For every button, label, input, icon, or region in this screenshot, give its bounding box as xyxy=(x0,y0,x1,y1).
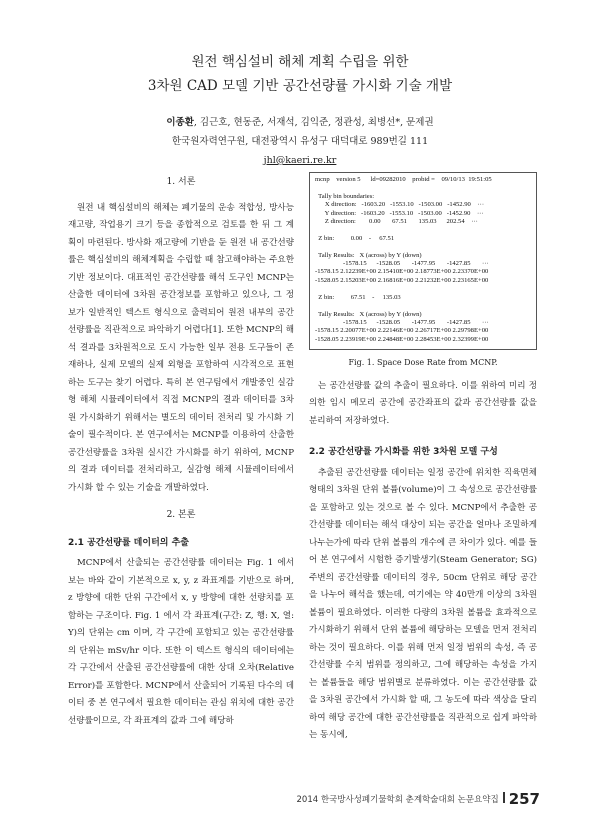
listing-line xyxy=(315,243,531,251)
listing-line xyxy=(315,285,531,293)
right-top-paragraph: 는 공간선량률 값의 추출이 필요하다. 이를 위하여 미리 정의한 임시 메모리 공간에 공간좌표의 값과 공간선량률 값을 분리하여 저장하였다. xyxy=(309,380,537,426)
email: jhl@kaeri.re.kr xyxy=(263,155,337,166)
page-footer xyxy=(297,790,540,808)
listing-line: Tally bin boundaries: xyxy=(315,192,375,200)
listing-line: -1578.15 2.12239E+00 2.15410E+00 2.18773E+00 2.23370E+00 xyxy=(315,268,489,276)
listing-line: -1578.15 2.20077E+00 2.22146E+00 2.26717E+00 2.29798E+00 xyxy=(315,327,489,335)
listing-line: -1578.15 -1528.05 -1477.95 -1427.85 ··· xyxy=(315,318,489,326)
intro-heading: 1. 서론 xyxy=(166,177,196,187)
footer-divider xyxy=(503,792,505,803)
author-block xyxy=(0,113,600,170)
listing-line: -1528.05 2.15203E+00 2.16816E+00 2.21232E+00 2.23165E+00 xyxy=(315,276,489,284)
mcnp-output-listing xyxy=(315,176,531,344)
listing-line: Tally Results: X (across) by Y (down) xyxy=(315,251,422,259)
paper-title xyxy=(0,50,600,98)
title-line-2: 3차원 CAD 모델 기반 공간선량률 가시화 기술 개발 xyxy=(147,78,453,94)
listing-line: Z direction: 0.00 67.51 135.03 202.54 ··· xyxy=(315,218,478,226)
listing-line xyxy=(315,302,531,310)
subsection-2-2-paragraph: 추출된 공간선량률 데이터는 일정 공간에 위치한 직육면체 형태의 3차원 단위 볼륨(volume)이 그 속성으로 공간선량률을 포함하고 있는 것으로 볼 수 있다. MCNP에서 추출한 공간선량률 데이터는 해석 대상이 되는 공간을 얼마나 조밀하게 나누는가에 따라 단위 볼륨의 개수에 큰 차이가 있다. 예를 들어 본 연구에서 시험한 증기발생기(Steam Generator; SG) 주변의 공간선량률 데이터의 경우, 50cm 단위로 해당 공간을 나누어 해석을 했는데, 여기에는 약 40만개 이상의 3차원 볼륨이 필요하였다. 이러한 다량의 3차원 볼륨을 효과적으로 가시화하기 위해서 단위 볼륨에 해당하는 모델을 먼저 전처리하는 것이 필요하다. 이를 위해 먼저 일정 범위의 속성, 즉 공간선량률 수치 범위를 정의하고, 그에 해당하는 속성을 가지는 볼륨들을 해당 범위별로 분류하였다. 이는 공간선량률 값을 3차원 공간에서 가시화 할 때, 그 농도에 따라 색상을 달리하여 해당 공간에 대한 공간선량률을 직관적으로 쉽게 파악하는 동시에, xyxy=(309,467,537,740)
title-line-1: 원전 핵심설비 해체 계획 수립을 위한 xyxy=(191,54,409,70)
figure-1-box xyxy=(309,172,537,350)
figure-1-caption: Fig. 1. Space Dose Rate from MCNP. xyxy=(348,358,498,367)
listing-line xyxy=(315,184,531,192)
affiliation: 한국원자력연구원, 대전광역시 유성구 대덕대로 989번길 111 xyxy=(171,136,429,147)
subsection-2-1-paragraph: MCNP에서 산출되는 공간선량률 데이터는 Fig. 1 에서 보는 바와 같이 기본적으로 x, y, z 좌표계를 기반으로 하며, z 방향에 대한 단위 구간에서 x, y 방향에 대한 선량치를 포함하는 구조이다. Fig. 1 에서 각 좌표계(구간: Z, 행: X, 열: Y)의 단위는 cm 이며, 각 구간에 포함되고 있는 공간선량률의 단위는 mSv/hr 이다. 또한 이 텍스트 형식의 데이터에는 각 구간에서 산출된 공간선량률에 대한 상대 오차(Relative Error)를 포함한다. MCNP에서 산출되어 기록된 다수의 데이터 중 본 연구에서 필요한 데이터는 관심 위치에 대한 공간선량률이므로, 각 좌표계의 값과 그에 해당하 xyxy=(68,558,294,726)
listing-line: mcnp version 5 ld=09282010 probid = 09/10/13 19:51:05 xyxy=(315,176,492,183)
listing-line xyxy=(315,226,531,234)
listing-line: Z bin: 0.00 - 67.51 xyxy=(315,234,395,242)
listing-line: Z bin: 67.51 - 135.03 xyxy=(315,293,401,301)
subsection-2-1-heading: 2.1 공간선량률 데이터의 추출 xyxy=(68,537,189,548)
body-heading: 2. 본론 xyxy=(166,510,196,520)
co-authors: , 김근호, 현동준, 서재석, 김익준, 정관성, 최병선*, 문제권 xyxy=(193,117,434,128)
listing-line: -1578.15 -1528.05 -1477.95 -1427.85 ··· xyxy=(315,260,489,268)
listing-line: -1528.05 2.23919E+00 2.24848E+00 2.28453E+00 2.32399E+00 xyxy=(315,335,489,343)
footer-text: 2014 한국방사성폐기물학회 춘계학술대회 논문요약집 xyxy=(296,795,499,805)
subsection-2-2-heading: 2.2 공간선량률 가시화를 위한 3차원 모델 구성 xyxy=(309,447,498,457)
right-column xyxy=(309,172,537,745)
left-column xyxy=(68,172,294,730)
listing-line: Y direction: -1603.20 -1553.10 -1503.00 -1452.90 ··· xyxy=(315,209,484,217)
lead-author: 이종환 xyxy=(166,117,194,128)
listing-line: X direction: -1603.20 -1553.10 -1503.00 -1452.90 ··· xyxy=(315,201,485,209)
listing-line: Tally Results: X (across) by Y (down) xyxy=(315,310,422,318)
page-number: 257 xyxy=(508,790,540,808)
author-list xyxy=(0,113,600,132)
intro-paragraph: 원전 내 핵심설비의 해체는 폐기물의 운송 적합성, 방사능 재고량, 작업용기 크기 등을 종합적으로 검토를 한 뒤 그 계획이 마련된다. 방사화 재고량에 기반을 둔 원전 내 공간선량률은 핵심설비의 해체계획을 수립할 때 참고해야하는 주요한 기반 정보이다. 대표적인 공간선량률 해석 도구인 MCNP는 산출한 데이터에 3차원 공간정보를 포함하고 있으나, 그 정보가 일반적인 텍스트 형식으로 출력되어 원전 내부의 공간선량률을 직관적으로 파악하기 어렵다[1]. 또한 MCNP의 해석 결과를 3차원적으로 도시 가능한 일부 전용 도구들이 존재하나, 실제 모델의 실제 외형을 포함하여 시각적으로 표현하는 도구는 찾기 어렵다. 특히 본 연구팀에서 개발중인 실감형 해체 시뮬레이터에서 직접 MCNP의 결과 데이터를 3차원 가시화하기 위해서는 별도의 데이터 전처리 및 가시화 기술이 필수적이다. 본 연구에서는 MCNP를 이용하여 산출한 공간선량률을 3차원 실시간 가시화를 하기 위하여, MCNP의 결과 데이터를 전처리하고, 실감형 해체 시뮬레이터에서 가시화 할 수 있는 기술을 개발하였다. xyxy=(68,202,295,493)
